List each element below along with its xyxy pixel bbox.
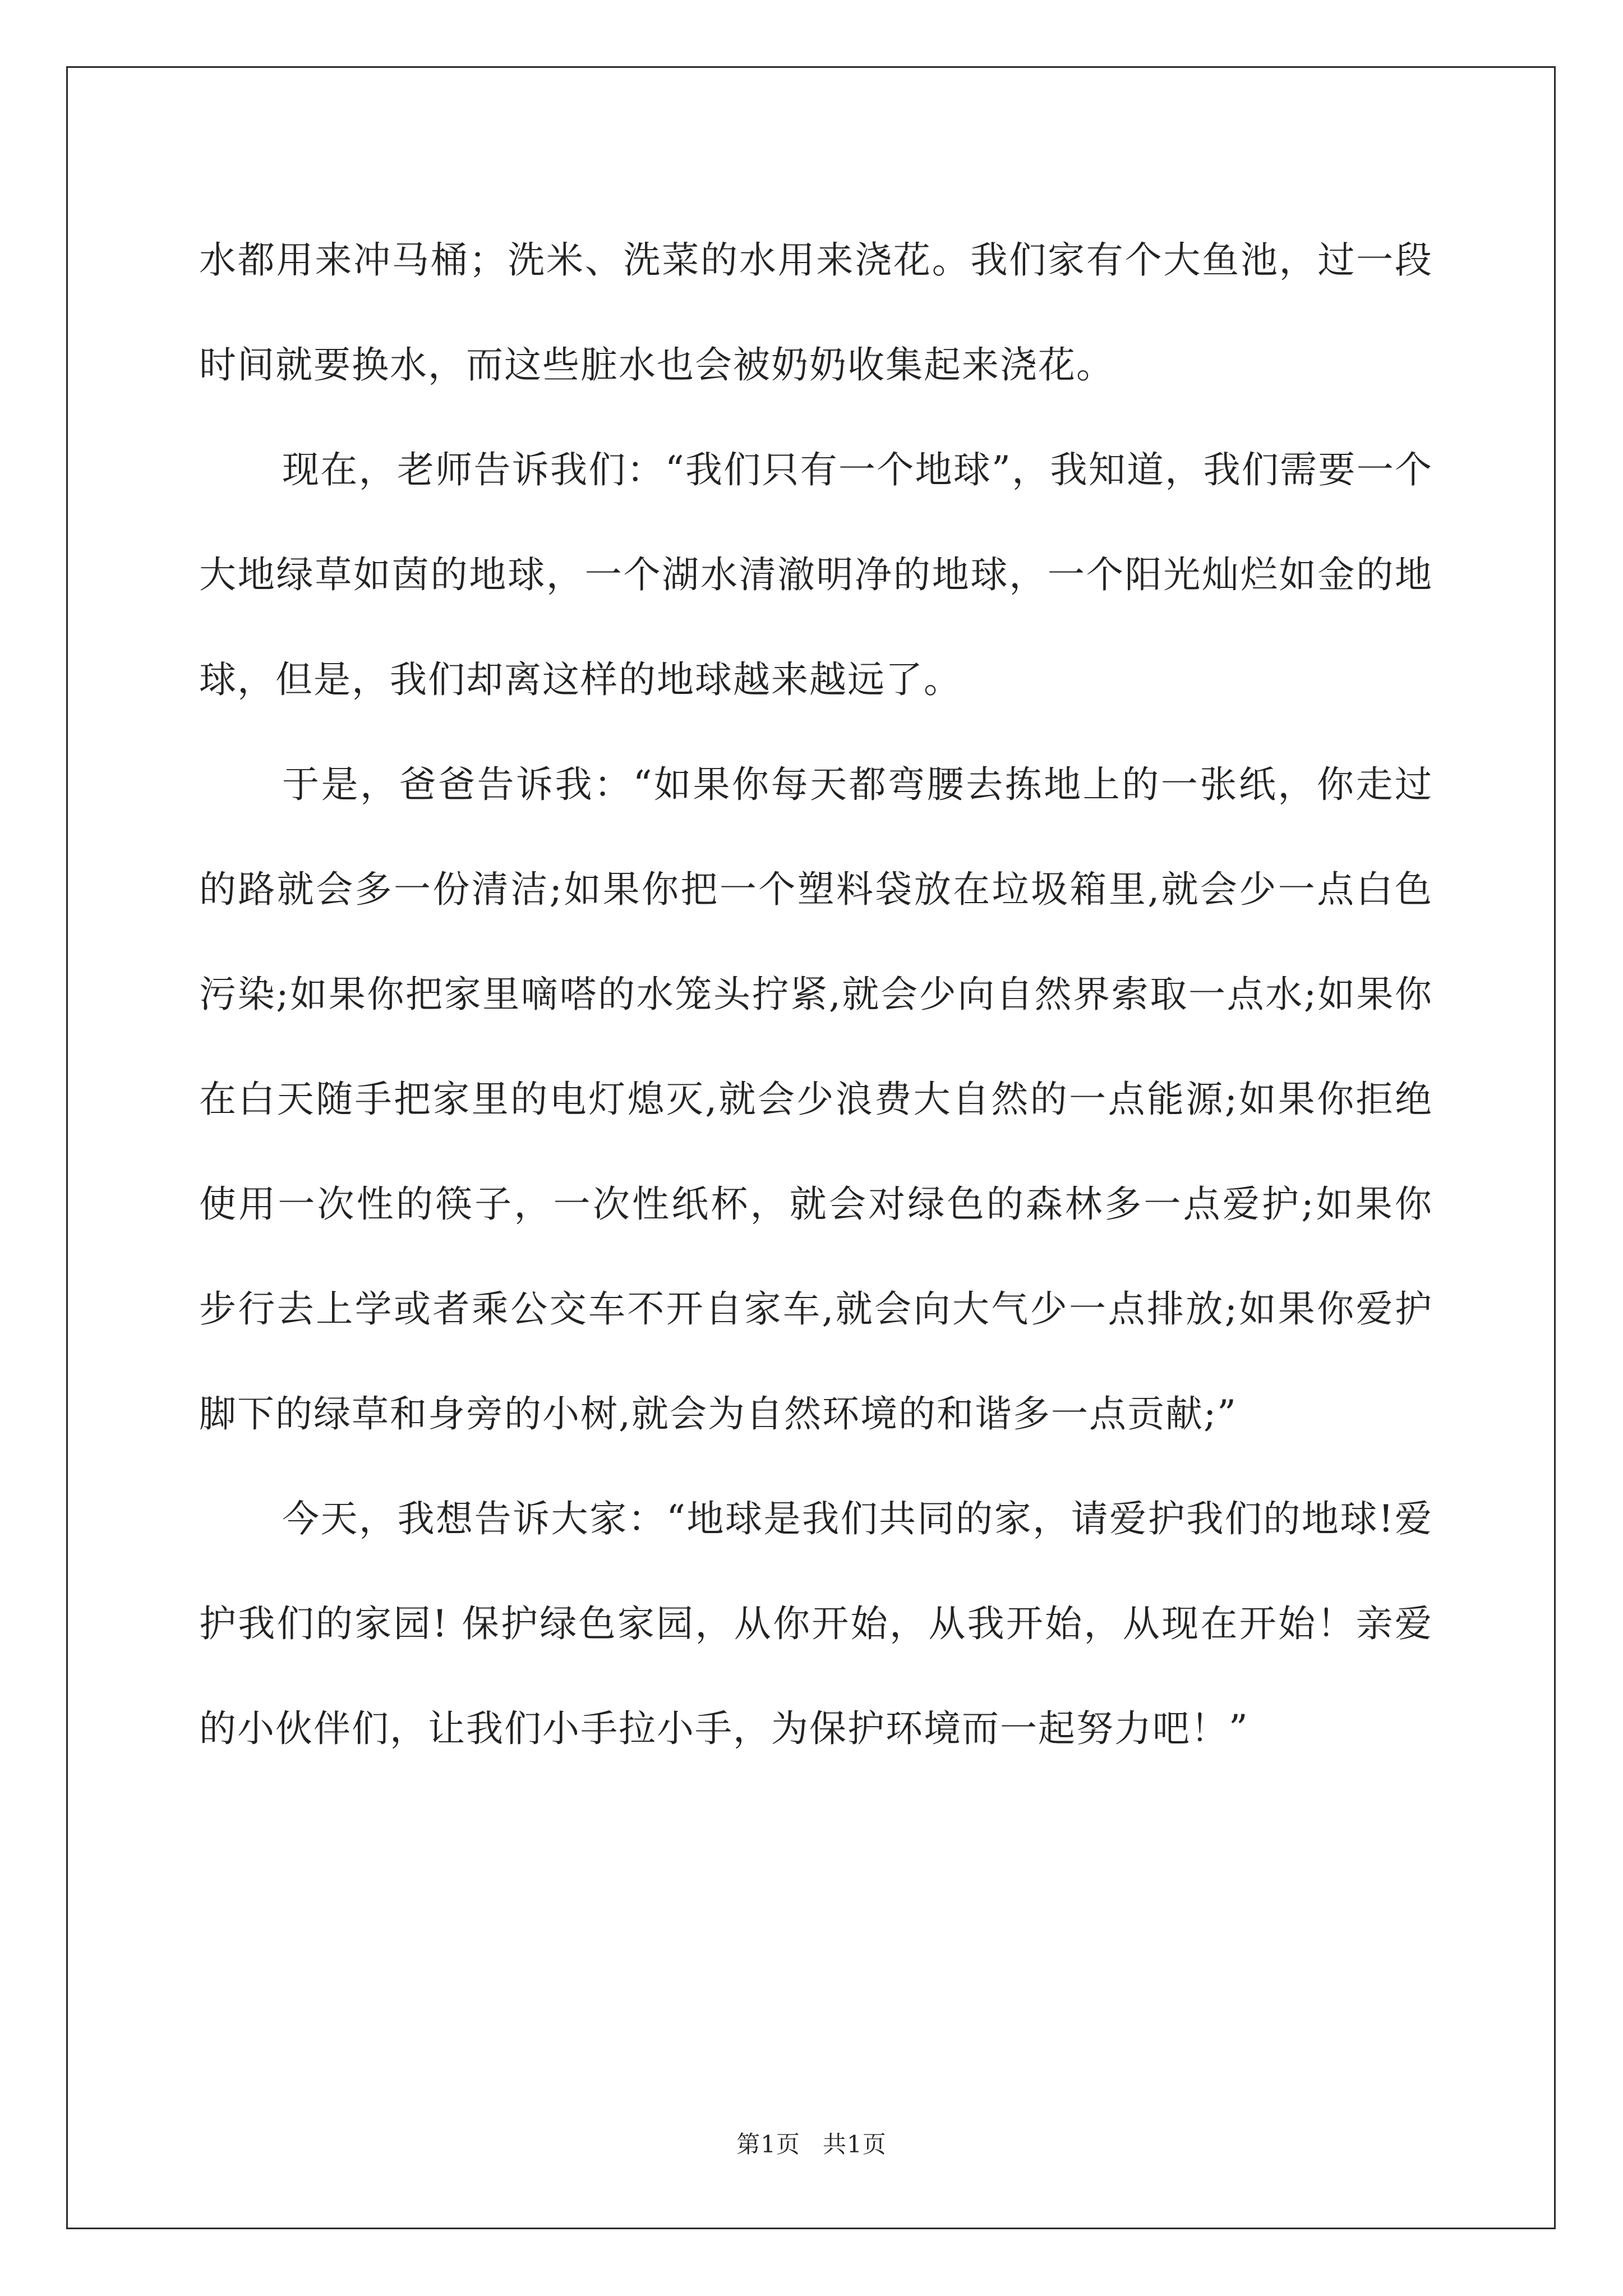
paragraph: 水都用来冲马桶；洗米、洗菜的水用来浇花。我们家有个大鱼池，过一段时间就要换水，而这些脏水也会被奶奶收集起来浇花。 (199, 238, 1433, 386)
page-footer (0, 2126, 1623, 2160)
document-body (199, 208, 1433, 1781)
paragraph: 于是，爸爸告诉我：“如果你每天都弯腰去拣地上的一张纸，你走过的路就会多一份清洁;如果你把一个塑料袋放在垃圾箱里,就会少一点白色污染;如果你把家里嘀嗒的水笼头拧紧,就会少向自然界索取一点水;如果你在白天随手把家里的电灯熄灭,就会少浪费大自然的一点能源;如果你拒绝使用一次性的筷子，一次性纸杯，就会对绿色的森林多一点爱护;如果你步行去上学或者乘公交车不开自家车,就会向大气少一点排放;如果你爱护脚下的绿草和身旁的小树,就会为自然环境的和谐多一点贡献;” (199, 763, 1433, 1435)
paragraph: 现在，老师告诉我们：“我们只有一个地球”，我知道，我们需要一个大地绿草如茵的地球，一个湖水清澈明净的地球，一个阳光灿烂如金的地球，但是，我们却离这样的地球越来越远了。 (199, 448, 1433, 701)
page-number: 第1页 (736, 2131, 800, 2158)
page-total: 共1页 (823, 2131, 887, 2158)
paragraph: 今天，我想告诉大家：“地球是我们共同的家，请爱护我们的地球!爱护我们的家园! 保护绿色家园，从你开始，从我开始，从现在开始！亲爱的小伙伴们，让我们小手拉小手，为保护环境而一起努力吧！” (199, 1497, 1433, 1750)
